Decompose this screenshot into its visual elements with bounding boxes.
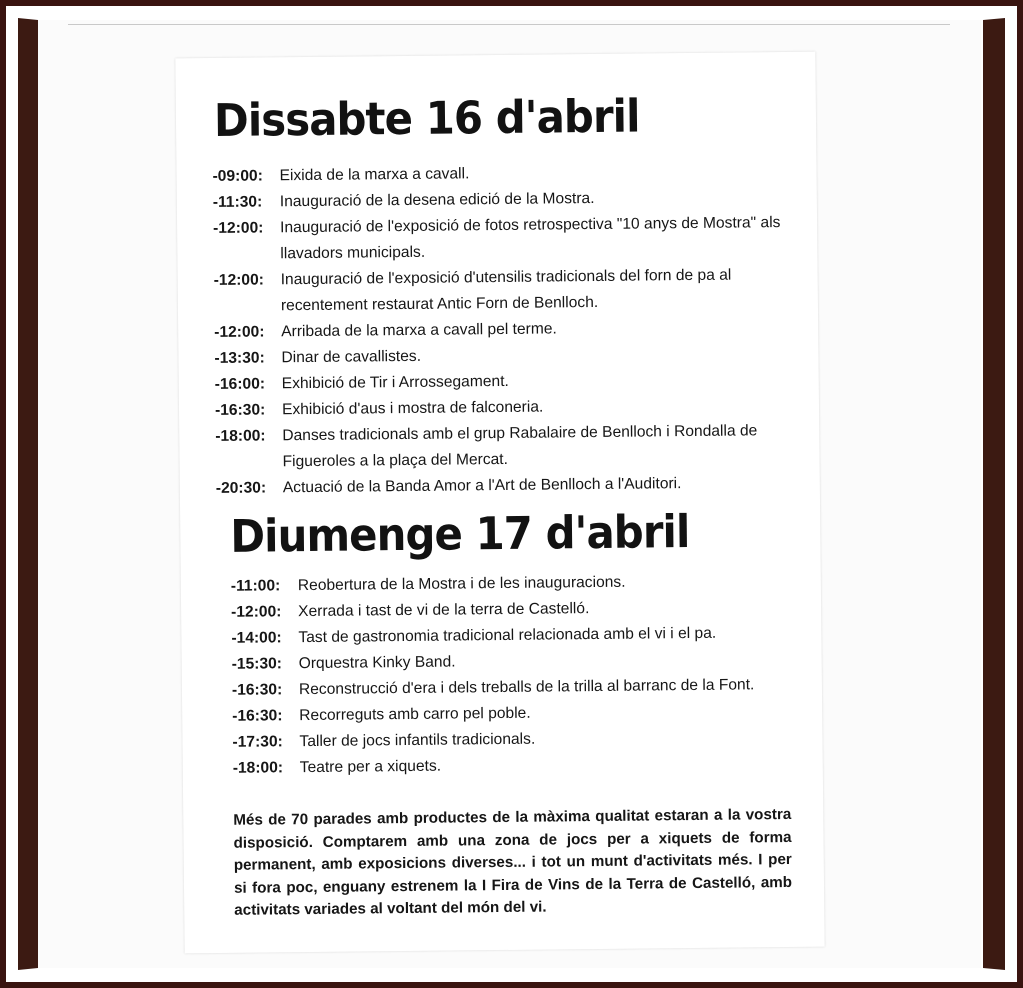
event-time: -15:30: <box>231 655 283 673</box>
event-description: Reconstrucció d'era i dels treballs de la trilla al barranc de la Font. <box>298 676 755 699</box>
closing-paragraph: Més de 70 parades amb productes de la màxima qualitat estaran a la vostra disposició. Comptarem amb una zona de jocs per a xiquets de forma permanent, amb exposicions diverses... i tot un munt d'activitats més. I per si fora poc, enguany estrenem la I Fira de Vins de la Terra de Castelló, amb activitats variades al voltant del món del vi. <box>233 805 793 919</box>
event-time: -18:00: <box>215 427 266 445</box>
event-description: Actuació de la Banda Amor a l'Art de Benlloch a l'Auditori. <box>282 475 682 497</box>
event-description: Teatre per a xiquets. <box>299 757 442 777</box>
event-time: -12:00: <box>231 603 282 621</box>
event-description: Tast de gastronomia tradicional relacionada amb el vi i el pa. <box>298 624 717 647</box>
event-item <box>213 210 789 268</box>
event-description: Orquestra Kinky Band. <box>298 653 456 673</box>
event-time: -17:30: <box>232 733 283 751</box>
event-description: Xerrada i tast de vi de la terra de Castelló. <box>298 600 590 621</box>
event-time: -11:30: <box>212 193 263 211</box>
event-description: Dinar de cavallistes. <box>281 347 422 367</box>
sunday-events-list <box>231 568 798 782</box>
event-description: Inauguració de la desena edició de la Mostra. <box>279 189 595 211</box>
sunday-heading: Diumenge 17 d'abril <box>230 505 690 563</box>
event-time: -12:00: <box>214 323 265 341</box>
event-time: -16:00: <box>214 375 266 393</box>
event-description: Danses tradicionals amb el grup Rabalaire de Benlloch i Rondalla de Figueroles a la plaça del Mercat. <box>282 422 758 471</box>
event-description: Taller de jocs infantils tradicionals. <box>299 730 536 751</box>
event-time: -18:00: <box>232 759 284 777</box>
event-description: Inauguració de l'exposició de fotos retrospectiva "10 anys de Mostra" als llavadors municipals. <box>280 214 781 263</box>
event-time: -14:00: <box>231 629 282 647</box>
event-time: -11:00: <box>230 577 281 595</box>
event-description: Exhibició de Tir i Arrossegament. <box>281 372 509 393</box>
event-description: Eixida de la marxa a cavall. <box>279 165 470 185</box>
event-description: Recorreguts amb carro pel poble. <box>299 704 531 725</box>
saturday-events-list <box>212 158 791 502</box>
event-time: -20:30: <box>215 479 267 497</box>
event-time: -16:30: <box>231 681 283 699</box>
event-item <box>216 470 791 502</box>
event-description: Exhibició d'aus i mostra de falconeria. <box>281 398 544 419</box>
scan-top-edge <box>68 24 950 25</box>
event-time: -16:30: <box>214 401 266 419</box>
event-time: -12:00: <box>213 271 265 289</box>
event-time: -16:30: <box>232 707 283 725</box>
event-item <box>233 750 798 782</box>
event-description: Inauguració de l'exposició d'utensilis tradicionals del forn de pa al recentement restaurat Antic Forn de Benlloch. <box>280 266 732 315</box>
event-time: -09:00: <box>212 167 263 185</box>
program-sheet <box>175 52 824 954</box>
event-time: -12:00: <box>213 219 264 237</box>
event-item <box>214 262 790 320</box>
event-description: Reobertura de la Mostra i de les inauguracions. <box>297 573 626 595</box>
event-description: Arribada de la marxa a cavall pel terme. <box>281 320 557 341</box>
saturday-heading: Dissabte 16 d'abril <box>213 89 640 147</box>
event-item <box>215 418 791 476</box>
event-time: -13:30: <box>214 349 265 367</box>
